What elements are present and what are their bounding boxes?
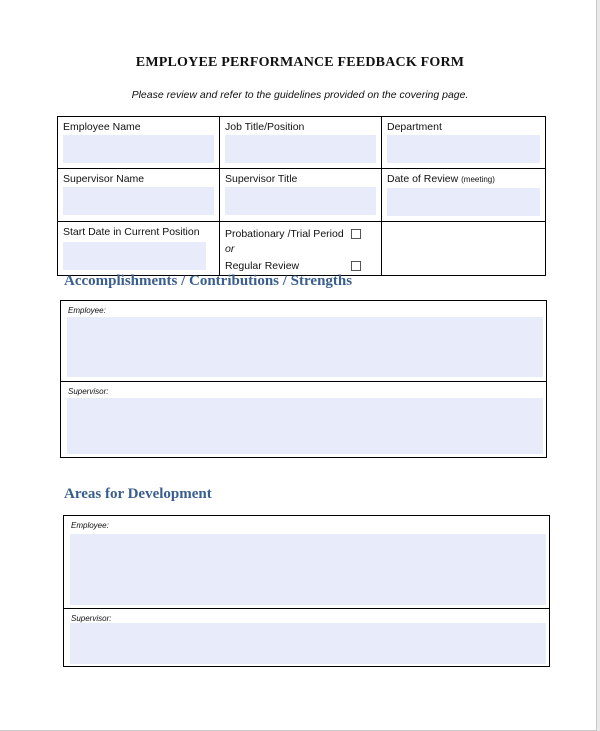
empty-cell	[382, 222, 546, 276]
accomplishments-employee-field[interactable]	[67, 317, 543, 377]
development-employee-field[interactable]	[70, 534, 546, 605]
accomplishments-supervisor-field[interactable]	[67, 398, 543, 454]
supervisor-name-field[interactable]	[63, 187, 214, 215]
employee-name-field[interactable]	[63, 135, 214, 163]
probationary-checkbox[interactable]	[351, 229, 361, 239]
supervisor-name-cell	[58, 169, 220, 222]
start-date-field[interactable]	[63, 242, 206, 270]
development-employee-label: Employee:	[71, 521, 109, 530]
employee-name-label: Employee Name	[63, 121, 141, 133]
supervisor-title-cell	[220, 169, 382, 222]
development-box	[63, 515, 550, 667]
development-supervisor-section	[64, 608, 549, 666]
info-table	[57, 116, 546, 276]
accomplishments-employee-section	[61, 301, 546, 381]
supervisor-title-field[interactable]	[225, 187, 376, 215]
job-title-cell	[220, 117, 382, 169]
page-subtitle: Please review and refer to the guidelines provided on the covering page.	[131, 89, 469, 101]
date-of-review-field[interactable]	[387, 188, 540, 216]
accomplishments-box	[60, 300, 547, 458]
employee-name-cell	[58, 117, 220, 169]
development-supervisor-label: Supervisor:	[71, 614, 112, 623]
accomplishments-supervisor-label: Supervisor:	[68, 387, 109, 396]
supervisor-title-label: Supervisor Title	[225, 173, 298, 185]
department-field[interactable]	[387, 135, 540, 163]
probationary-label: Probationary /Trial Period	[225, 228, 344, 240]
page-title: EMPLOYEE PERFORMANCE FEEDBACK FORM	[135, 55, 465, 70]
accomplishments-employee-label: Employee:	[68, 306, 106, 315]
department-label: Department	[387, 121, 442, 133]
or-label: or	[225, 243, 235, 255]
start-date-label: Start Date in Current Position	[63, 226, 200, 238]
job-title-field[interactable]	[225, 135, 376, 163]
regular-review-checkbox[interactable]	[351, 261, 361, 271]
start-date-cell	[58, 222, 220, 276]
development-employee-section	[64, 516, 549, 608]
development-heading: Areas for Development	[64, 486, 212, 502]
date-of-review-note: (meeting)	[461, 175, 495, 184]
supervisor-name-label: Supervisor Name	[63, 173, 145, 185]
department-cell	[382, 117, 546, 169]
regular-review-label: Regular Review	[225, 260, 300, 272]
date-of-review-label: Date of Review (meeting)	[387, 173, 495, 185]
job-title-label: Job Title/Position	[225, 121, 305, 133]
date-of-review-cell	[382, 169, 546, 222]
review-type-cell	[220, 222, 382, 276]
development-supervisor-field[interactable]	[70, 623, 546, 664]
accomplishments-heading: Accomplishments / Contributions / Strengths	[64, 273, 353, 289]
accomplishments-supervisor-section	[61, 381, 546, 457]
